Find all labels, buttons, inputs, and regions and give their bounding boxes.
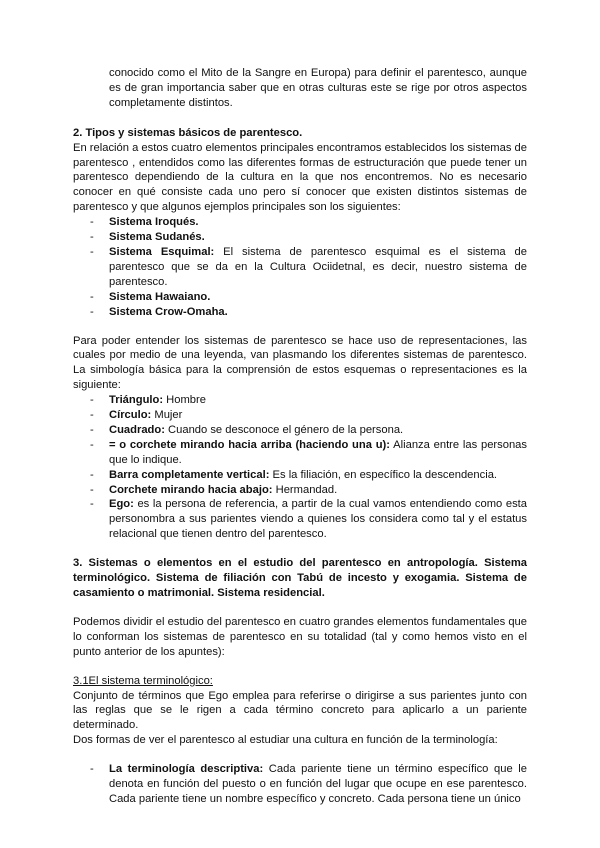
section-2-paragraph: En relación a estos cuatro elementos principales encontramos establecidos los sistemas de parentesco , entendidos como las diferentes formas de estructuración que puede tener un parentesco dependiendo de la cultura en la que nos encontremos. No es necesario conocer en qué consiste cada uno pero sí conocer que existen distintos sistemas de parentesco y que algunos ejemplos principales son los siguientes: [73, 141, 527, 214]
symbol-text: es la persona de referencia, a partir de la cual vamos entendiendo como esta personombra a sus parientes viendo a quienes los considera como tal y el estatus relacional que tienen dentro del parentesco. [109, 498, 527, 541]
symbol-label: Corchete mirando hacia abajo: [109, 483, 273, 496]
terminology-list [73, 762, 527, 807]
symbol-label: Barra completamente vertical: [109, 468, 270, 481]
symbology-list [73, 393, 527, 542]
list-item [73, 497, 527, 542]
symbol-text: Es la filiación, en específico la descendencia. [269, 468, 498, 481]
kinship-systems-list [73, 215, 527, 319]
section-3-paragraph: Podemos dividir el estudio del parentesco en cuatro grandes elementos fundamentales que lo conforman los sistemas de parentesco en su totalidad (tal y como hemos visto en el punto anterior de los apuntes): [73, 615, 527, 658]
subsection-3-1-paragraph-2: Dos formas de ver el parentesco al estudiar una cultura en función de la terminología: [73, 734, 498, 747]
section-2-title: 2. Tipos y sistemas básicos de parentesco. [73, 126, 303, 139]
system-text: El sistema de parentesco esquimal es el sistema de parentesco que se da en la Cultura Ociidetnal, es decir, nuestro sistema de parentesco. [109, 245, 527, 288]
list-item [73, 215, 527, 230]
system-label: Sistema Sudanés. [109, 231, 205, 244]
system-label: Sistema Iroqués. [109, 216, 199, 229]
symbol-label: Triángulo: [109, 394, 164, 407]
list-item [73, 483, 527, 498]
symbol-text: Hombre [163, 394, 206, 407]
list-item [73, 305, 527, 320]
list-item [73, 230, 527, 245]
symbol-label: Cuadrado: [109, 423, 165, 436]
list-item [73, 468, 527, 483]
list-item [73, 423, 527, 438]
system-label: Sistema Crow-Omaha. [109, 305, 228, 318]
symbol-text: Hermandad. [272, 483, 338, 496]
symbol-text: Alianza entre las personas que lo indique. [109, 438, 527, 466]
list-item [73, 762, 527, 807]
subsection-3-1-title: 3.1El sistema terminológico: [73, 674, 213, 687]
system-label: Sistema Esquimal: [109, 245, 215, 258]
list-item [73, 290, 527, 305]
intro-continuation: conocido como el Mito de la Sangre en Europa) para definir el parentesco, aunque es de gran importancia saber que en otras culturas este se rige por otros aspectos completamente distintos. [109, 67, 527, 109]
list-item [73, 408, 527, 423]
terminology-text: Cada pariente tiene un término específico que le denota en función del puesto o en función del lugar que ocupe en ese parentesco. Cada pariente tiene un nombre específico y concreto. Cada persona tiene un único [109, 763, 527, 805]
symbology-paragraph: Para poder entender los sistemas de parentesco se hace uso de representaciones, las cuales por medio de una leyenda, van plasmando los diferentes sistemas de parentesco. La simbología básica para la comprensión de estos esquemas o representaciones es la siguiente: [73, 334, 527, 392]
list-item [73, 393, 527, 408]
terminology-label: La terminología descriptiva: [109, 763, 264, 776]
symbol-label: = o corchete mirando hacia arriba (haciendo una u): [109, 438, 391, 451]
symbol-label: Ego: [109, 498, 134, 511]
list-item [73, 245, 527, 290]
subsection-3-1-paragraph: Conjunto de términos que Ego emplea para referirse o dirigirse a sus parientes junto con las reglas que se le rigen a cada término concreto para aplicarlo a un pariente determinado. [73, 689, 527, 732]
symbol-text: Cuando se desconoce el género de la persona. [164, 423, 404, 436]
document-page [73, 66, 527, 807]
section-3-title: 3. Sistemas o elementos en el estudio del parentesco en antropología. Sistema terminológico. Sistema de filiación con Tabú de incesto y exogamia. Sistema de casamiento o matrimonial. Sistema residencial. [73, 557, 527, 599]
system-label: Sistema Hawaiano. [109, 290, 211, 303]
symbol-text: Mujer [151, 409, 183, 422]
symbol-label: Círculo: [109, 409, 152, 422]
list-item [73, 438, 527, 468]
